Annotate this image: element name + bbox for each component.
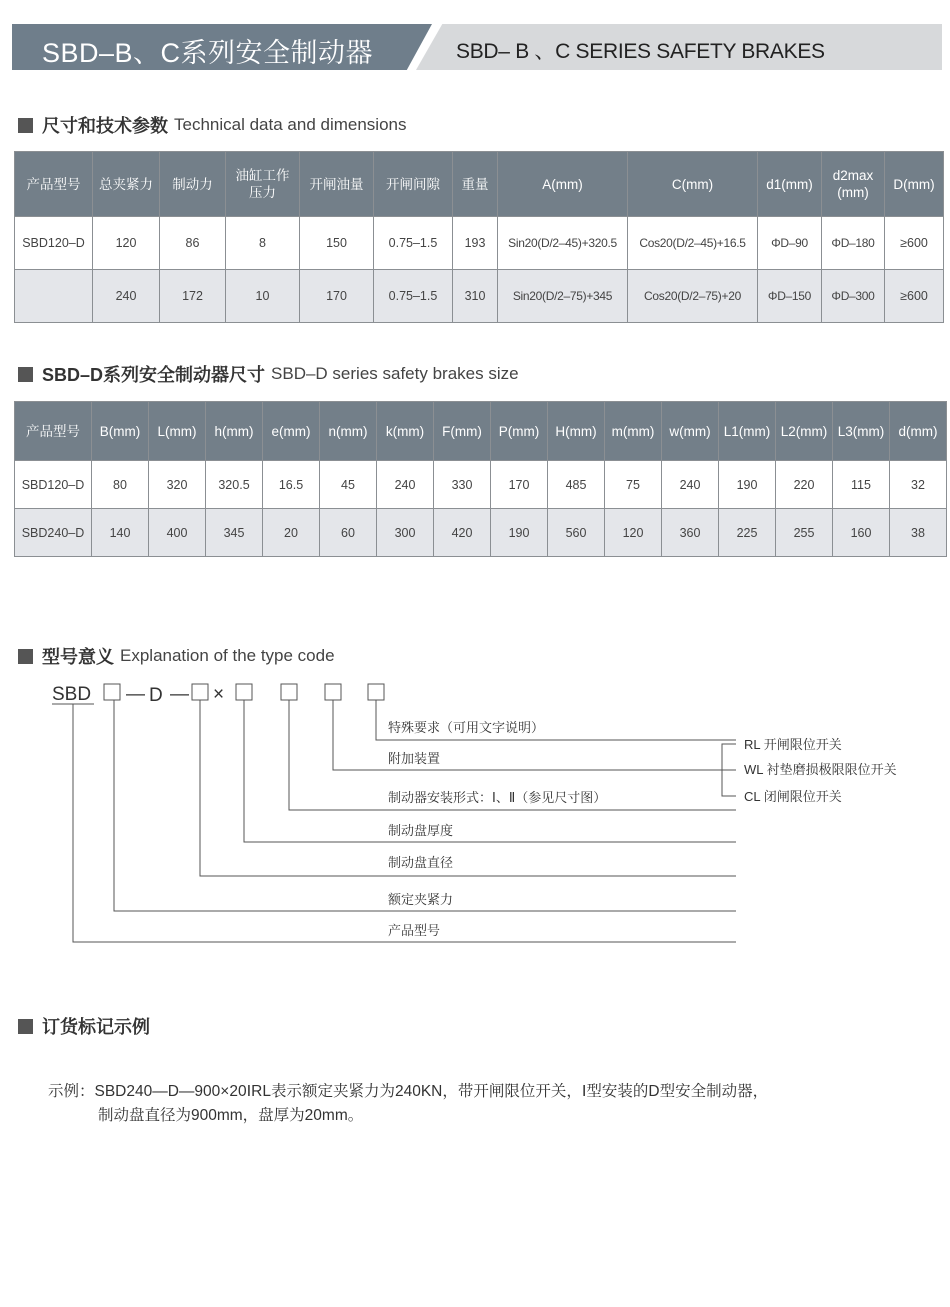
section-title-en: SBD–D series safety brakes size: [271, 364, 519, 383]
table-cell: 45: [320, 461, 377, 509]
column-header: w(mm): [662, 402, 719, 461]
table-cell: 80: [92, 461, 149, 509]
table-cell: 150: [300, 217, 374, 270]
column-header: k(mm): [377, 402, 434, 461]
code-box-force: [104, 684, 120, 700]
code-mid: D: [149, 685, 163, 706]
table-cell: ΦD–90: [758, 217, 822, 270]
table-cell: ≥600: [885, 270, 944, 323]
column-header: d2max (mm): [822, 152, 885, 217]
column-header: 开闸间隙: [374, 152, 453, 217]
section-title-en: Explanation of the type code: [120, 646, 335, 665]
column-header: L3(mm): [833, 402, 890, 461]
label-thickness: 制动盘厚度: [388, 823, 454, 838]
column-header: d1(mm): [758, 152, 822, 217]
square-bullet-icon: [18, 1019, 33, 1034]
square-bullet-icon: [18, 118, 33, 133]
section-title-cn: 型号意义: [42, 647, 114, 667]
table-cell: 400: [149, 509, 206, 557]
example-line-2: 制动盘直径为900mm，盘厚为20mm。: [98, 1107, 364, 1124]
column-header: 产品型号: [15, 152, 93, 217]
table-cell: 115: [833, 461, 890, 509]
example-line-1: 示例：SBD240—D—900×20ⅠRL表示额定夹紧力为240KN，带开闸限位开关，Ⅰ型安装的D型安全制动器，: [48, 1083, 769, 1100]
brake-size-table: [14, 401, 947, 557]
table-cell: 38: [890, 509, 947, 557]
table-cell: 172: [160, 270, 226, 323]
table-cell: 140: [92, 509, 149, 557]
table-cell: 170: [300, 270, 374, 323]
section-heading-brake-size: [18, 361, 519, 387]
table-cell: 193: [453, 217, 498, 270]
table-cell: Cos20(D/2–45)+16.5: [628, 217, 758, 270]
column-header: 油缸工作压力: [226, 152, 300, 217]
table-cell: ΦD–300: [822, 270, 885, 323]
table-cell: 86: [160, 217, 226, 270]
section-title-en: Technical data and dimensions: [174, 115, 407, 134]
label-accessory: 附加装置: [388, 751, 441, 766]
table-cell: 8: [226, 217, 300, 270]
column-header: e(mm): [263, 402, 320, 461]
table-cell: ≥600: [885, 217, 944, 270]
table-header-row: [15, 402, 947, 461]
column-header: L1(mm): [719, 402, 776, 461]
label-force: 额定夹紧力: [388, 892, 454, 907]
technical-data-table: [14, 151, 944, 323]
section-title-cn: SBD–D系列安全制动器尺寸: [42, 365, 266, 385]
column-header: n(mm): [320, 402, 377, 461]
table-cell: 20: [263, 509, 320, 557]
table-row: [15, 270, 944, 323]
table-cell: 120: [93, 217, 160, 270]
code-box-thickness: [236, 684, 252, 700]
column-header: P(mm): [491, 402, 548, 461]
column-header: B(mm): [92, 402, 149, 461]
table-cell: 320.5: [206, 461, 263, 509]
table-cell: Sin20(D/2–75)+345: [498, 270, 628, 323]
code-box-special: [368, 684, 384, 700]
table-cell: 485: [548, 461, 605, 509]
table-cell: 190: [491, 509, 548, 557]
code-dash: —: [126, 684, 145, 705]
section-title-cn: 订货标记示例: [42, 1017, 150, 1037]
table-cell: SBD120–D: [15, 461, 92, 509]
column-header: 制动力: [160, 152, 226, 217]
column-header: 产品型号: [15, 402, 92, 461]
option-rl: RL 开闸限位开关: [744, 737, 842, 752]
section-title-cn: 尺寸和技术参数: [42, 116, 168, 136]
table-cell: ΦD–150: [758, 270, 822, 323]
code-times: ×: [213, 684, 225, 705]
label-model: 产品型号: [388, 923, 441, 938]
column-header: 总夹紧力: [93, 152, 160, 217]
section-heading-technical-data: [18, 112, 406, 138]
section-heading-type-code: [18, 643, 335, 669]
table-cell: 75: [605, 461, 662, 509]
column-header: H(mm): [548, 402, 605, 461]
table-row: [15, 217, 944, 270]
table-cell: Sin20(D/2–45)+320.5: [498, 217, 628, 270]
header-banner: [12, 24, 942, 70]
column-header: h(mm): [206, 402, 263, 461]
table-cell: ΦD–180: [822, 217, 885, 270]
square-bullet-icon: [18, 367, 33, 382]
column-header: D(mm): [885, 152, 944, 217]
table-cell: 420: [434, 509, 491, 557]
table-cell: 225: [719, 509, 776, 557]
column-header: L2(mm): [776, 402, 833, 461]
table-cell: 0.75–1.5: [374, 270, 453, 323]
table-cell: 60: [320, 509, 377, 557]
column-header: C(mm): [628, 152, 758, 217]
table-cell: 300: [377, 509, 434, 557]
code-prefix: SBD: [52, 684, 92, 705]
table-cell: 160: [833, 509, 890, 557]
column-header: A(mm): [498, 152, 628, 217]
type-code-diagram: [0, 670, 950, 960]
table-cell: SBD120–D: [15, 217, 93, 270]
table-cell: 320: [149, 461, 206, 509]
column-header: d(mm): [890, 402, 947, 461]
code-dash: —: [170, 684, 189, 705]
table-row: [15, 461, 947, 509]
table-cell: 240: [93, 270, 160, 323]
table-cell: 330: [434, 461, 491, 509]
banner-title-cn: SBD–B、C系列安全制动器: [42, 38, 374, 68]
table-cell: 240: [377, 461, 434, 509]
label-diameter: 制动盘直径: [388, 855, 454, 870]
column-header: F(mm): [434, 402, 491, 461]
table-cell: 240: [662, 461, 719, 509]
option-cl: CL 闭闸限位开关: [744, 789, 842, 804]
label-special: 特殊要求（可用文字说明）: [388, 720, 545, 735]
table-cell: 10: [226, 270, 300, 323]
table-cell: SBD240–D: [15, 509, 92, 557]
table-cell: 345: [206, 509, 263, 557]
table-header-row: [15, 152, 944, 217]
table-cell: 560: [548, 509, 605, 557]
table-cell: [15, 270, 93, 323]
table-cell: 220: [776, 461, 833, 509]
table-cell: 32: [890, 461, 947, 509]
option-wl: WL 衬垫磨损极限限位开关: [744, 762, 897, 777]
banner-title-en: SBD– B 、C SERIES SAFETY BRAKES: [456, 40, 825, 63]
section-heading-order-example: [18, 1013, 156, 1039]
square-bullet-icon: [18, 649, 33, 664]
table-cell: Cos20(D/2–75)+20: [628, 270, 758, 323]
code-box-accessory: [325, 684, 341, 700]
table-cell: 255: [776, 509, 833, 557]
column-header: 开闸油量: [300, 152, 374, 217]
code-box-mount: [281, 684, 297, 700]
table-row: [15, 509, 947, 557]
column-header: m(mm): [605, 402, 662, 461]
code-box-diameter: [192, 684, 208, 700]
column-header: 重量: [453, 152, 498, 217]
table-cell: 0.75–1.5: [374, 217, 453, 270]
label-mount: 制动器安装形式：Ⅰ、Ⅱ（参见尺寸图）: [388, 790, 607, 805]
table-cell: 16.5: [263, 461, 320, 509]
table-cell: 170: [491, 461, 548, 509]
table-cell: 120: [605, 509, 662, 557]
table-cell: 310: [453, 270, 498, 323]
table-cell: 360: [662, 509, 719, 557]
column-header: L(mm): [149, 402, 206, 461]
table-cell: 190: [719, 461, 776, 509]
